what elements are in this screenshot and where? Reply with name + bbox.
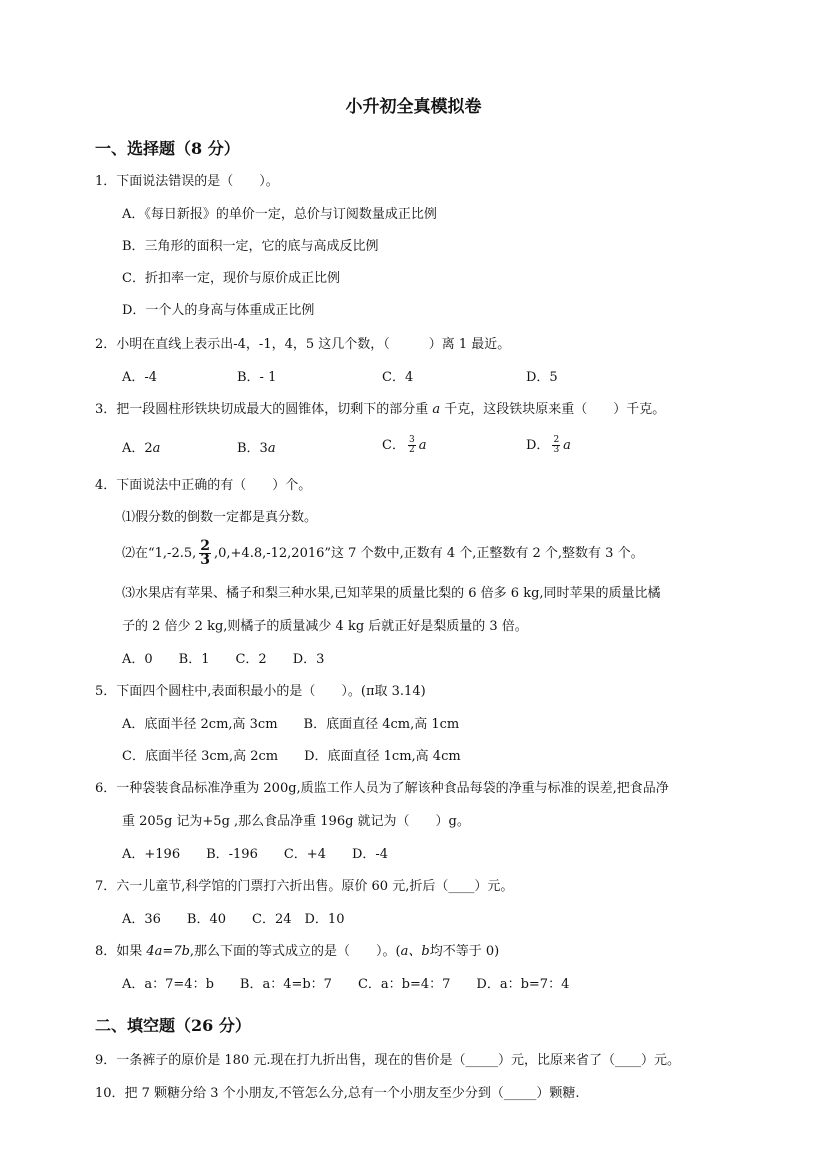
question-3-option-b: B．3a (237, 441, 276, 456)
question-3-option-a: A．2a (122, 441, 161, 456)
question-4-stem: 4．下面说法中正确的有（ ）个。 (95, 478, 312, 493)
question-4-options: A．0 B．1 C．2 D．3 (122, 652, 325, 667)
question-6-line-1: 6．一种袋装食品标准净重为 200g,质监工作人员为了解该种食品每袋的净重与标准的误差,把食品净 (95, 781, 669, 796)
section-heading-fill-in: 二、填空题（26 分） (95, 1016, 251, 1035)
question-4-statement-3-line-2: 子的 2 倍少 2 kg,则橘子的质量减少 4 kg 后就正好是梨质量的 3 倍。 (122, 619, 528, 634)
question-2-option-a: A．-4 (122, 370, 158, 385)
question-1-stem: 1．下面说法错误的是（ ）。 (95, 174, 279, 189)
question-4-statement-1: ⑴假分数的倒数一定都是真分数。 (122, 510, 318, 525)
question-9: 9．一条裤子的原价是 180 元.现在打九折出售，现在的售价是（_____）元，比原来省了（____）元。 (95, 1053, 680, 1068)
question-6-line-2: 重 205g 记为+5g ,那么食品净重 196g 就记为（ ）g。 (122, 814, 470, 829)
question-3-option-c: C． $\frac{3}{2}$ a (382, 435, 427, 455)
question-4-statement-3-line-1: ⑶水果店有苹果、橘子和梨三种水果,已知苹果的质量比梨的 6 倍多 6 kg,同时苹果的质量比橘 (122, 586, 661, 601)
question-2-stem: 2．小明在直线上表示出-4，-1，4，5 这几个数，（ ）离 1 最近。 (95, 337, 511, 352)
question-5-options-ab: A．底面半径 2cm,高 3cm B．底面直径 4cm,高 1cm (122, 717, 460, 732)
question-2-option-c: C．4 (382, 370, 414, 385)
question-8-options: A．a：7=4：b B．a：4=b：7 C．a：b=4：7 D．a：b=7：4 (122, 977, 570, 992)
question-1-option-b: B．三角形的面积一定，它的底与高成反比例 (122, 239, 379, 254)
question-1-option-a: A．《每日新报》的单价一定，总价与订阅数量成正比例 (122, 207, 437, 222)
question-6-options: A．+196 B．-196 C．+4 D．-4 (122, 847, 389, 862)
question-1-option-c: C．折扣率一定，现价与原价成正比例 (122, 271, 340, 286)
question-2-option-b: B．- 1 (237, 370, 277, 385)
fraction: $\frac{2}{3}$ (553, 435, 560, 455)
fraction: $\frac{3}{2}$ (408, 435, 415, 455)
section-heading-choice: 一、选择题（8 分） (95, 139, 240, 158)
question-3-stem: 3．把一段圆柱形铁块切成最大的圆锥体，切剩下的部分重 a 千克，这段铁块原来重（ ）千克。 (95, 402, 666, 417)
question-1-option-d: D．一个人的身高与体重成正比例 (122, 303, 315, 318)
question-8-stem: 8．如果 4a=7b,那么下面的等式成立的是（ ）。(a、b均不等于 0) (95, 944, 500, 959)
question-4-statement-2: ⑵在“1,-2.5, $\frac{2}{3}$ ,0,+4.8,-12,2016”这 7 个数中,正数有 4 个,正整数有 2 个,整数有 3 个。 (122, 538, 644, 568)
question-3-option-d: D． $\frac{2}{3}$ a (526, 435, 571, 455)
question-2-option-d: D．5 (526, 370, 558, 385)
page-title: 小升初全真模拟卷 (345, 97, 482, 117)
fraction: $\frac{2}{3}$ (200, 538, 210, 568)
question-5-options-cd: C．底面半径 3cm,高 2cm D．底面直径 1cm,高 4cm (122, 749, 461, 764)
question-7-options: A．36 B．40 C．24 D．10 (122, 912, 345, 927)
question-5-stem: 5．下面四个圆柱中,表面积最小的是（ ）。(π取 3.14) (95, 684, 426, 699)
question-10: 10．把 7 颗糖分给 3 个小朋友,不管怎么分,总有一个小朋友至少分到（_____）颗糖. (95, 1086, 580, 1101)
question-7-stem: 7．六一儿童节,科学馆的门票打六折出售。原价 60 元,折后（____）元。 (95, 879, 514, 894)
